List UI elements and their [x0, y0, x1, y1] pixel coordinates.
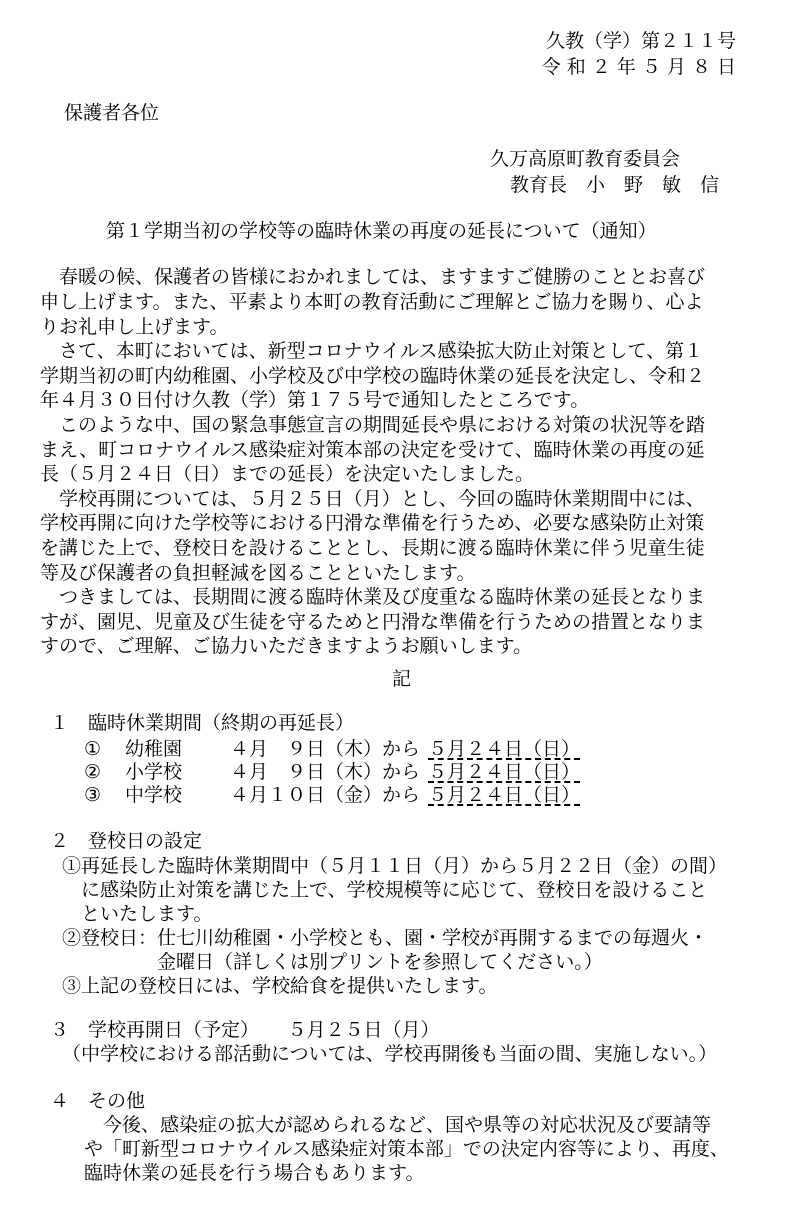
- section-line: 今後、感染症の拡大が認められるなど、国や県等の対応状況及び要請等: [84, 1114, 712, 1136]
- item-number: ②: [84, 761, 102, 783]
- body-line: すが、園児、児童及び生徒を守るためと円滑な準備を行うための措置となりま: [40, 611, 706, 633]
- section-line: や「町新型コロナウイルス感染症対策本部」での決定内容等により、再度、: [84, 1138, 729, 1160]
- school-name: 幼稚園: [125, 738, 183, 760]
- section-heading: １ 臨時休業期間（終期の再延長）: [50, 712, 355, 734]
- section-note: （中学校における部活動については、学校再開後も当面の間、実施しない。）: [62, 1043, 718, 1065]
- start-date: ４月 ９日（木）から: [230, 738, 421, 760]
- item-number: ③: [84, 784, 102, 806]
- school-name: 小学校: [125, 761, 183, 783]
- body-line: を講じた上で、登校日を設けることとし、長期に渡る臨時休業に伴う児童生徒: [40, 537, 705, 559]
- body-line: まえ、町コロナウイルス感染症対策本部の決定を受けて、臨時休業の再度の延: [40, 439, 705, 461]
- body-line: さて、本町においては、新型コロナウイルス感染拡大防止対策として、第１: [40, 340, 704, 362]
- end-date: ５月２４日（日）: [428, 738, 581, 760]
- document-number: 久教（学）第２１１号: [545, 30, 736, 52]
- body-line: 春暖の候、保護者の皆様におかれましては、ますますご健勝のこととお喜び: [40, 266, 706, 288]
- document-date: 令 和 ２ 年 ５ 月 ８ 日: [541, 56, 736, 78]
- end-date: ５月２４日（日）: [428, 761, 581, 783]
- end-date: ５月２４日（日）: [428, 784, 581, 806]
- ki-marker: 記: [392, 668, 412, 690]
- body-line: このような中、国の緊急事態宣言の期間延長や県における対策の状況等を踏: [40, 414, 706, 436]
- section-heading: ４ その他: [50, 1090, 146, 1112]
- start-date: ４月１０日（金）から: [230, 784, 421, 806]
- school-name: 中学校: [125, 784, 183, 806]
- body-line: 学校再開に向けた学校等における円滑な準備を行うため、必要な感染防止対策: [40, 512, 705, 534]
- recipient: 保護者各位: [64, 102, 160, 124]
- body-line: 年４月３０日付け久教（学）第１７５号で通知したところです。: [40, 389, 590, 411]
- body-line: 等及び保護者の負担軽減を図ることといたします。: [40, 562, 476, 584]
- body-line: すので、ご理解、ご協力いただきますようお願いします。: [40, 635, 533, 657]
- body-line: りお礼申し上げます。: [40, 316, 229, 338]
- section-line: ②登校日：仕七川幼稚園・小学校とも、園・学校が再開するまでの毎週火・: [62, 927, 709, 949]
- body-line: 学期当初の町内幼稚園、小学校及び中学校の臨時休業の延長を決定し、令和２: [40, 365, 706, 387]
- sender-organization: 久万高原町教育委員会: [490, 148, 681, 170]
- section-line: といたします。: [62, 903, 213, 925]
- body-line: 学校再開については、５月２５日（月）とし、今回の臨時休業期間中には、: [40, 488, 705, 510]
- body-line: つきましては、長期間に渡る臨時休業及び度重なる臨時休業の延長となりま: [40, 586, 706, 608]
- section-line: ③上記の登校日には、学校給食を提供いたします。: [62, 975, 498, 997]
- document-title: 第１学期当初の学校等の臨時休業の再度の延長について（通知）: [106, 220, 657, 242]
- sender-name: 教育長 小 野 敏 信: [510, 174, 720, 196]
- body-line: 申し上げます。また、平素より本町の教育活動にご理解とご協力を賜り、心よ: [40, 291, 704, 313]
- section-line: 臨時休業の延長を行う場合もあります。: [84, 1162, 425, 1184]
- section-heading: ３ 学校再開日（予定） ５月２５日（月）: [50, 1019, 440, 1041]
- section-line: に感染防止対策を講じた上で、学校規模等に応じて、登校日を設けること: [62, 879, 708, 901]
- section-line: ①再延長した臨時休業期間中（５月１１日（月）から５月２２日（金）の間）: [62, 855, 728, 877]
- start-date: ４月 ９日（木）から: [230, 761, 421, 783]
- body-line: 長（５月２４日（日）までの延長）を決定いたしました。: [40, 463, 535, 485]
- item-number: ①: [84, 738, 102, 760]
- section-heading: ２ 登校日の設定: [50, 830, 203, 852]
- section-line: 金曜日（詳しくは別プリントを参照してください。）: [62, 951, 603, 973]
